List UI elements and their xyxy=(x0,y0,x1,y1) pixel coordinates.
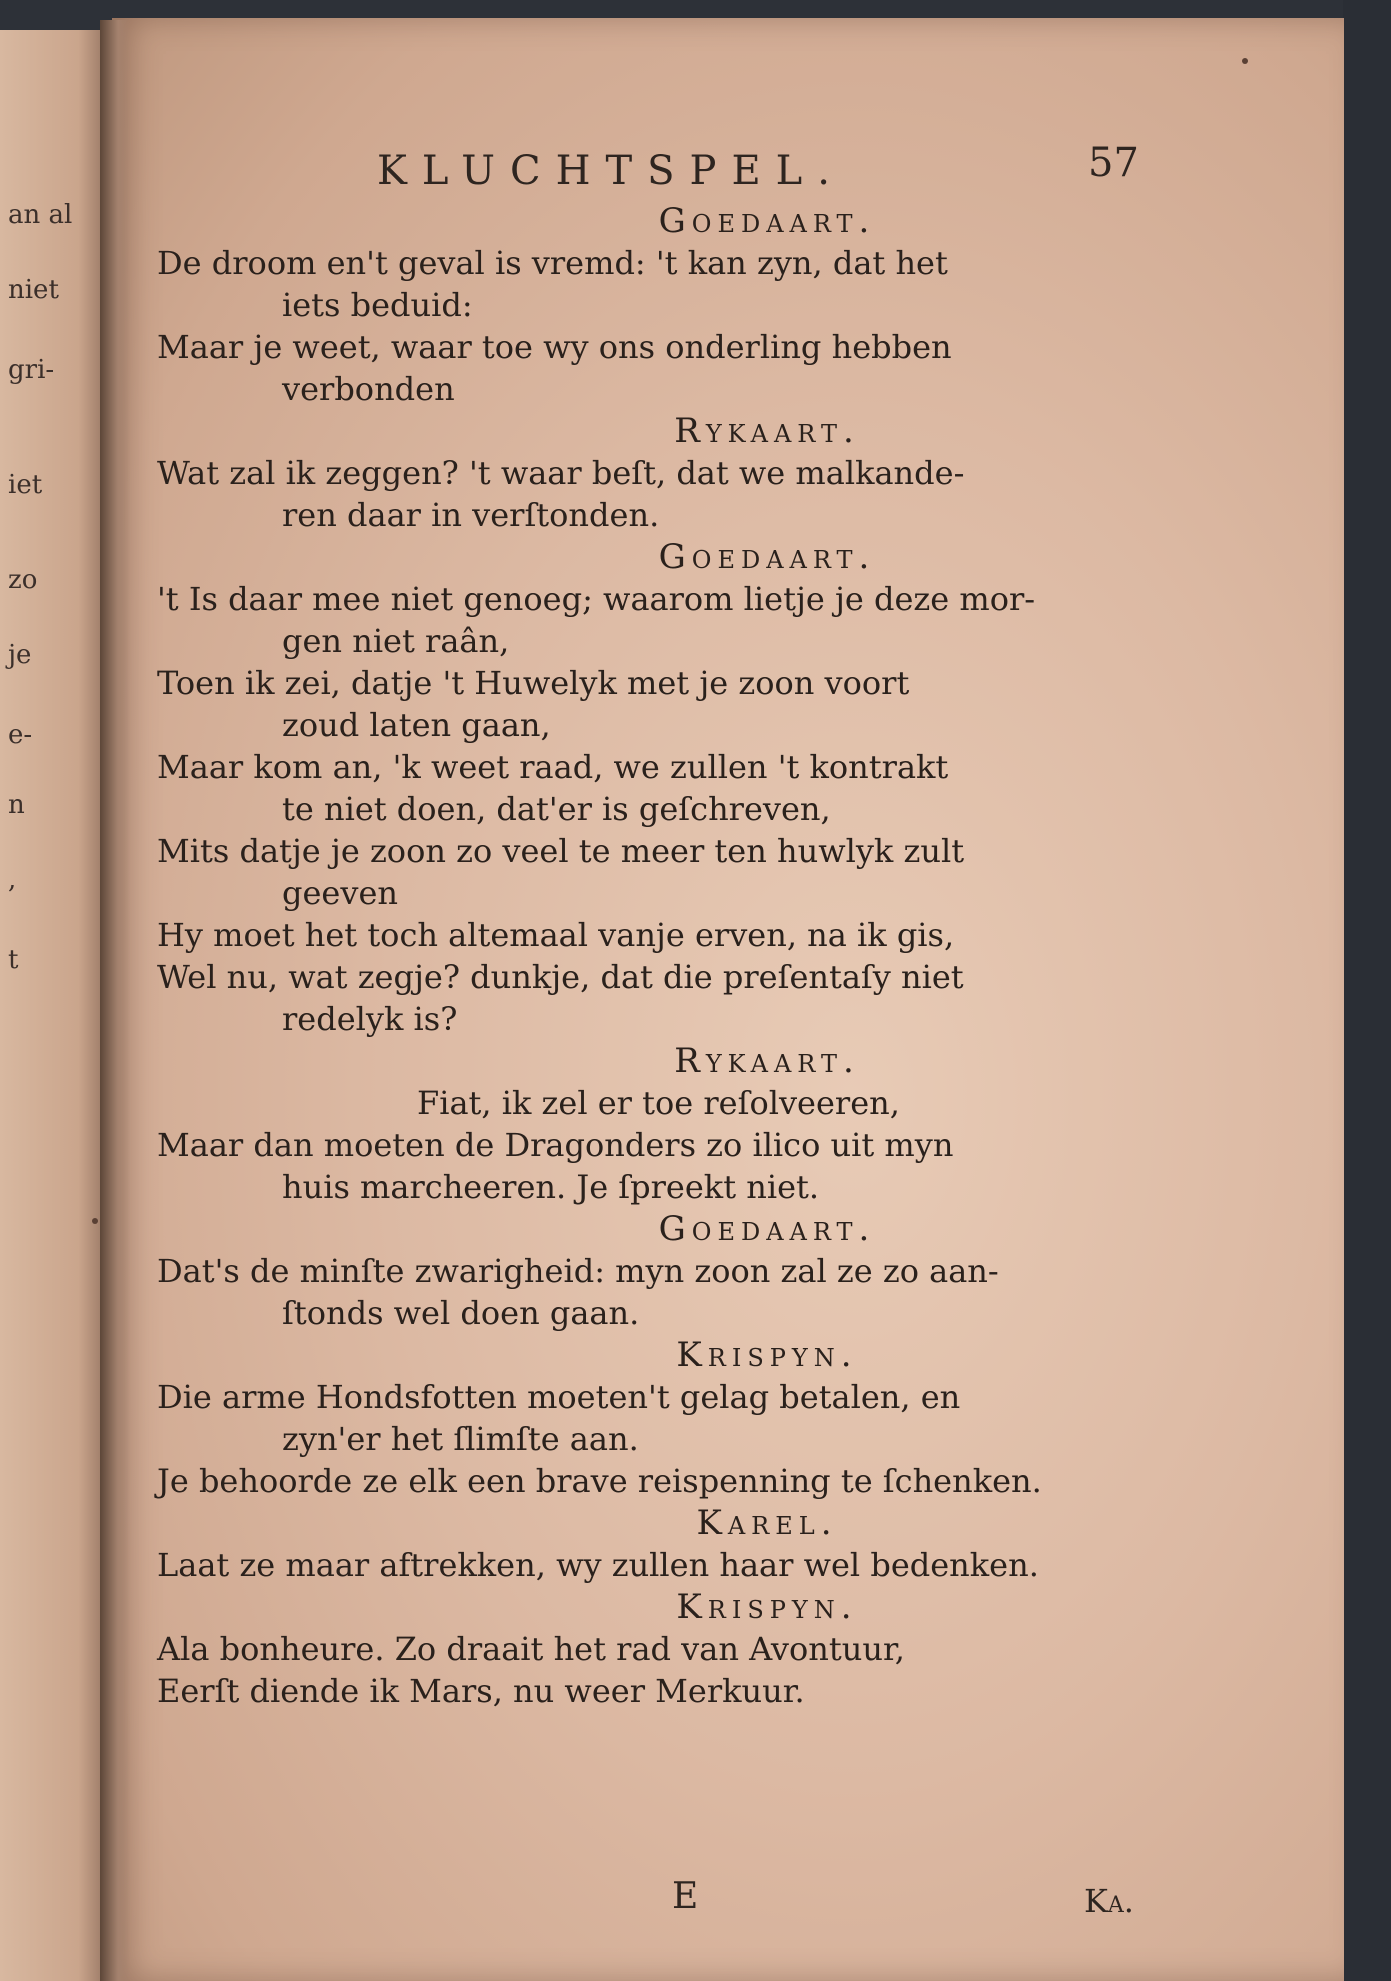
speaker-name: Goedaart. xyxy=(658,1209,876,1249)
left-fragment: n xyxy=(8,790,25,820)
left-fragment: , xyxy=(8,865,17,895)
verse-line: ſtonds wel doen gaan. xyxy=(282,1294,640,1332)
verse-line: Maar je weet, waar toe wy ons onderling hebben xyxy=(157,328,952,366)
verse-line: zyn'er het ſlimſte aan. xyxy=(282,1420,639,1458)
verse-line: Eerſt diende ik Mars, nu weer Merkuur. xyxy=(157,1672,805,1710)
verse-line: Fiat, ik zel er toe reſolveeren, xyxy=(417,1084,900,1122)
verse-line: Maar dan moeten de Dragonders zo ilico uit myn xyxy=(157,1126,954,1164)
speaker-name: Krispyn. xyxy=(676,1587,858,1627)
left-fragment: je xyxy=(8,640,32,670)
verse-line: De droom en't geval is vremd: 't kan zyn, dat het xyxy=(157,244,948,282)
verse-line: Laat ze maar aftrekken, wy zullen haar wel bedenken. xyxy=(157,1546,1039,1584)
verse-line: Die arme Hondsfotten moeten't gelag betalen, en xyxy=(157,1378,961,1416)
running-title: KLUCHTSPEL. xyxy=(377,148,845,194)
verse-line: Maar kom an, 'k weet raad, we zullen 't kontrakt xyxy=(157,748,949,786)
page-number: 57 xyxy=(1088,140,1139,186)
left-facing-page xyxy=(0,30,112,1981)
verse-line: Dat's de minſte zwarigheid: myn zoon zal ze zo aan- xyxy=(157,1252,999,1290)
speaker-name: Rykaart. xyxy=(674,411,860,451)
left-fragment: an al xyxy=(8,200,73,230)
verse-line: te niet doen, dat'er is geſchreven, xyxy=(282,790,831,828)
speaker-name: Rykaart. xyxy=(674,1041,860,1081)
verse-line: Wel nu, wat zegje? dunkje, dat die preſentaſy niet xyxy=(157,958,964,996)
verse-line: Ala bonheure. Zo draait het rad van Avontuur, xyxy=(157,1630,905,1668)
verse-line: huis marcheeren. Je ſpreekt niet. xyxy=(282,1168,820,1206)
ink-speck xyxy=(1242,58,1248,64)
verse-line: 't Is daar mee niet genoeg; waarom lietje je deze mor- xyxy=(157,580,1036,618)
verse-line: Toen ik zei, datje 't Huwelyk met je zoon voort xyxy=(157,664,910,702)
signature-mark: E xyxy=(672,1876,699,1917)
verse-line: ren daar in verſtonden. xyxy=(282,496,660,534)
book-page xyxy=(112,18,1344,1981)
verse-line: Mits datje je zoon zo veel te meer ten huwlyk zult xyxy=(157,832,965,870)
left-fragment: t xyxy=(8,945,19,975)
verse-line: geeven xyxy=(282,874,398,912)
catchword: Ka. xyxy=(1084,1882,1134,1920)
play-text xyxy=(157,200,1257,1712)
speaker-name: Goedaart. xyxy=(658,201,876,241)
background-right xyxy=(1343,0,1391,1981)
speaker-name: Karel. xyxy=(696,1503,838,1543)
speaker-name: Goedaart. xyxy=(658,537,876,577)
left-fragment: iet xyxy=(8,470,43,500)
left-fragment: gri- xyxy=(8,355,55,385)
verse-line: Wat zal ik zeggen? 't waar beſt, dat we malkande- xyxy=(157,454,965,492)
left-fragment: niet xyxy=(8,275,59,305)
ink-speck xyxy=(92,1218,98,1224)
left-fragment: zo xyxy=(8,565,38,595)
verse-line: redelyk is? xyxy=(282,1000,458,1038)
verse-line: iets beduid: xyxy=(282,286,473,324)
verse-line: verbonden xyxy=(282,370,455,408)
verse-line: gen niet raân, xyxy=(282,622,510,660)
verse-line: Hy moet het toch altemaal vanje erven, na ik gis, xyxy=(157,916,955,954)
book-gutter xyxy=(100,20,130,1981)
speaker-name: Krispyn. xyxy=(676,1335,858,1375)
left-fragment: e- xyxy=(8,720,33,750)
verse-line: zoud laten gaan, xyxy=(282,706,551,744)
verse-line: Je behoorde ze elk een brave reispenning te ſchenken. xyxy=(157,1462,1042,1500)
